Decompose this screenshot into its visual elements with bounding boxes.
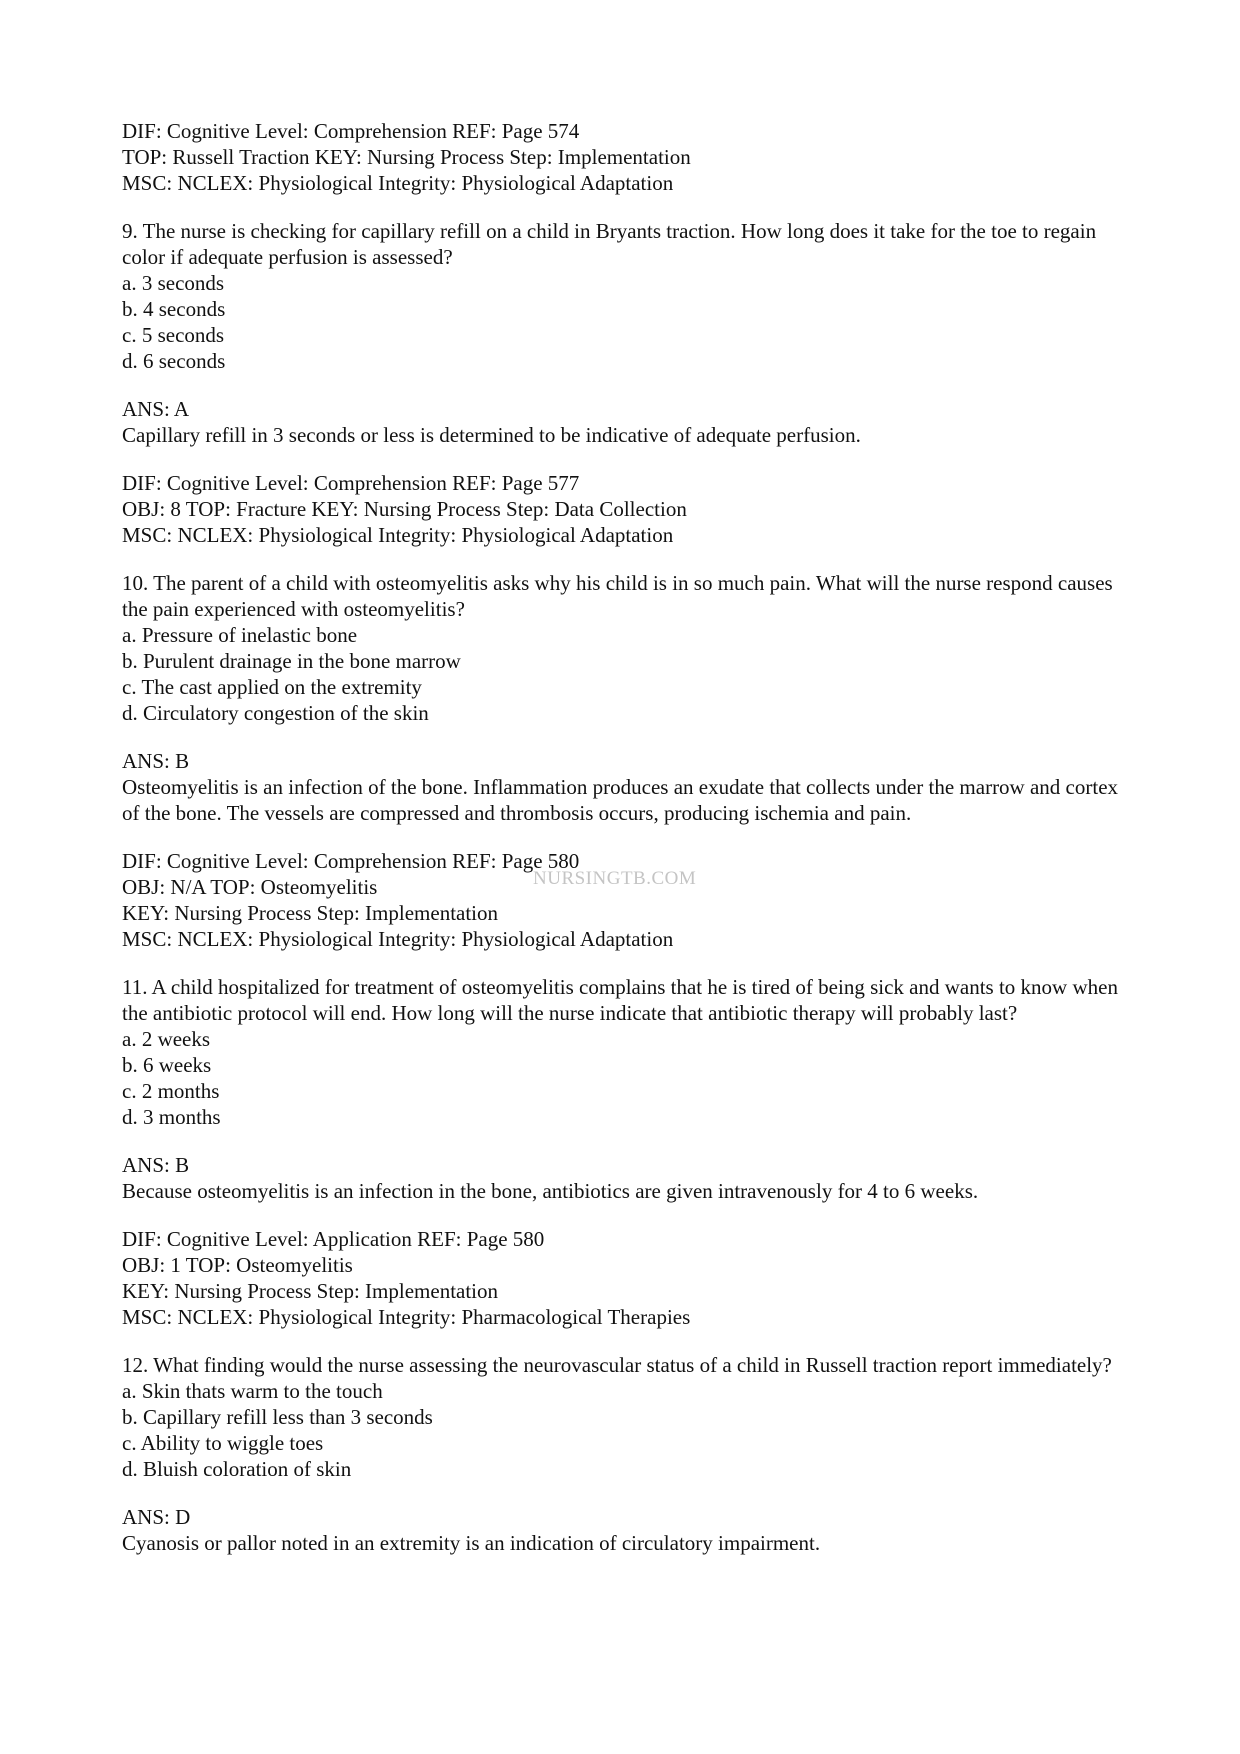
answer-option: d. 3 months (122, 1105, 221, 1129)
block-answer (122, 1504, 1132, 1556)
answer-key: ANS: B (122, 749, 190, 773)
meta-line: MSC: NCLEX: Physiological Integrity: Physiological Adaptation (122, 927, 674, 951)
meta-line: MSC: NCLEX: Physiological Integrity: Physiological Adaptation (122, 523, 674, 547)
block-spacer (122, 374, 1132, 396)
answer-key: ANS: D (122, 1505, 191, 1529)
answer-option: a. Skin thats warm to the touch (122, 1379, 383, 1403)
meta-line: DIF: Cognitive Level: Application REF: Page 580 (122, 1227, 545, 1251)
meta-line: DIF: Cognitive Level: Comprehension REF: Page 580 (122, 849, 580, 873)
answer-option: a. 2 weeks (122, 1027, 211, 1051)
answer-option: b. 6 weeks (122, 1053, 212, 1077)
answer-option: c. 2 months (122, 1079, 220, 1103)
block-question (122, 1352, 1132, 1482)
block-meta (122, 848, 1132, 952)
answer-option: c. The cast applied on the extremity (122, 675, 422, 699)
meta-line: KEY: Nursing Process Step: Implementation (122, 901, 499, 925)
block-spacer (122, 448, 1132, 470)
answer-option: d. Bluish coloration of skin (122, 1457, 352, 1481)
meta-line: DIF: Cognitive Level: Comprehension REF: Page 574 (122, 119, 580, 143)
block-meta (122, 118, 1132, 196)
answer-rationale: Osteomyelitis is an infection of the bone. Inflammation produces an exudate that collects under the marrow and cortex of the bone. The vessels are compressed and thrombosis occurs, producing ischemia and pain. (122, 775, 1119, 825)
question-stem: 11. A child hospitalized for treatment of osteomyelitis complains that he is tired of being sick and wants to know when the antibiotic protocol will end. How long will the nurse indicate that antibiotic therapy will probably last? (122, 975, 1118, 1025)
meta-line: OBJ: N/A TOP: Osteomyelitis (122, 875, 378, 899)
answer-option: b. 4 seconds (122, 297, 226, 321)
block-answer (122, 748, 1132, 826)
answer-option: c. 5 seconds (122, 323, 225, 347)
answer-option: b. Capillary refill less than 3 seconds (122, 1405, 433, 1429)
meta-line: MSC: NCLEX: Physiological Integrity: Pharmacological Therapies (122, 1305, 691, 1329)
meta-line: OBJ: 8 TOP: Fracture KEY: Nursing Process Step: Data Collection (122, 497, 687, 521)
answer-option: b. Purulent drainage in the bone marrow (122, 649, 461, 673)
answer-option: a. 3 seconds (122, 271, 225, 295)
answer-option: d. 6 seconds (122, 349, 226, 373)
answer-rationale: Capillary refill in 3 seconds or less is determined to be indicative of adequate perfusion. (122, 423, 861, 447)
block-spacer (122, 1330, 1132, 1352)
meta-line: KEY: Nursing Process Step: Implementation (122, 1279, 499, 1303)
block-answer (122, 1152, 1132, 1204)
block-meta (122, 1226, 1132, 1330)
question-stem: 12. What finding would the nurse assessing the neurovascular status of a child in Russell traction report immediately? (122, 1353, 1112, 1377)
block-spacer (122, 196, 1132, 218)
block-question (122, 218, 1132, 374)
block-question (122, 974, 1132, 1130)
block-spacer (122, 726, 1132, 748)
meta-line: OBJ: 1 TOP: Osteomyelitis (122, 1253, 353, 1277)
answer-key: ANS: B (122, 1153, 190, 1177)
block-spacer (122, 548, 1132, 570)
question-stem: 10. The parent of a child with osteomyelitis asks why his child is in so much pain. What will the nurse respond causes the pain experienced with osteomyelitis? (122, 571, 1113, 621)
answer-rationale: Cyanosis or pallor noted in an extremity is an indication of circulatory impairment. (122, 1531, 821, 1555)
answer-rationale: Because osteomyelitis is an infection in the bone, antibiotics are given intravenously for 4 to 6 weeks. (122, 1179, 979, 1203)
answer-key: ANS: A (122, 397, 190, 421)
answer-option: d. Circulatory congestion of the skin (122, 701, 429, 725)
block-question (122, 570, 1132, 726)
block-spacer (122, 826, 1132, 848)
block-spacer (122, 1482, 1132, 1504)
meta-line: TOP: Russell Traction KEY: Nursing Process Step: Implementation (122, 145, 691, 169)
block-spacer (122, 1130, 1132, 1152)
answer-option: a. Pressure of inelastic bone (122, 623, 358, 647)
meta-line: DIF: Cognitive Level: Comprehension REF: Page 577 (122, 471, 580, 495)
block-spacer (122, 1204, 1132, 1226)
question-stem: 9. The nurse is checking for capillary refill on a child in Bryants traction. How long does it take for the toe to regain color if adequate perfusion is assessed? (122, 219, 1097, 269)
document-page (122, 118, 1132, 1556)
block-answer (122, 396, 1132, 448)
meta-line: MSC: NCLEX: Physiological Integrity: Physiological Adaptation (122, 171, 674, 195)
watermark: NURSINGTB.COM (533, 868, 697, 889)
block-meta (122, 470, 1132, 548)
block-spacer (122, 952, 1132, 974)
answer-option: c. Ability to wiggle toes (122, 1431, 324, 1455)
